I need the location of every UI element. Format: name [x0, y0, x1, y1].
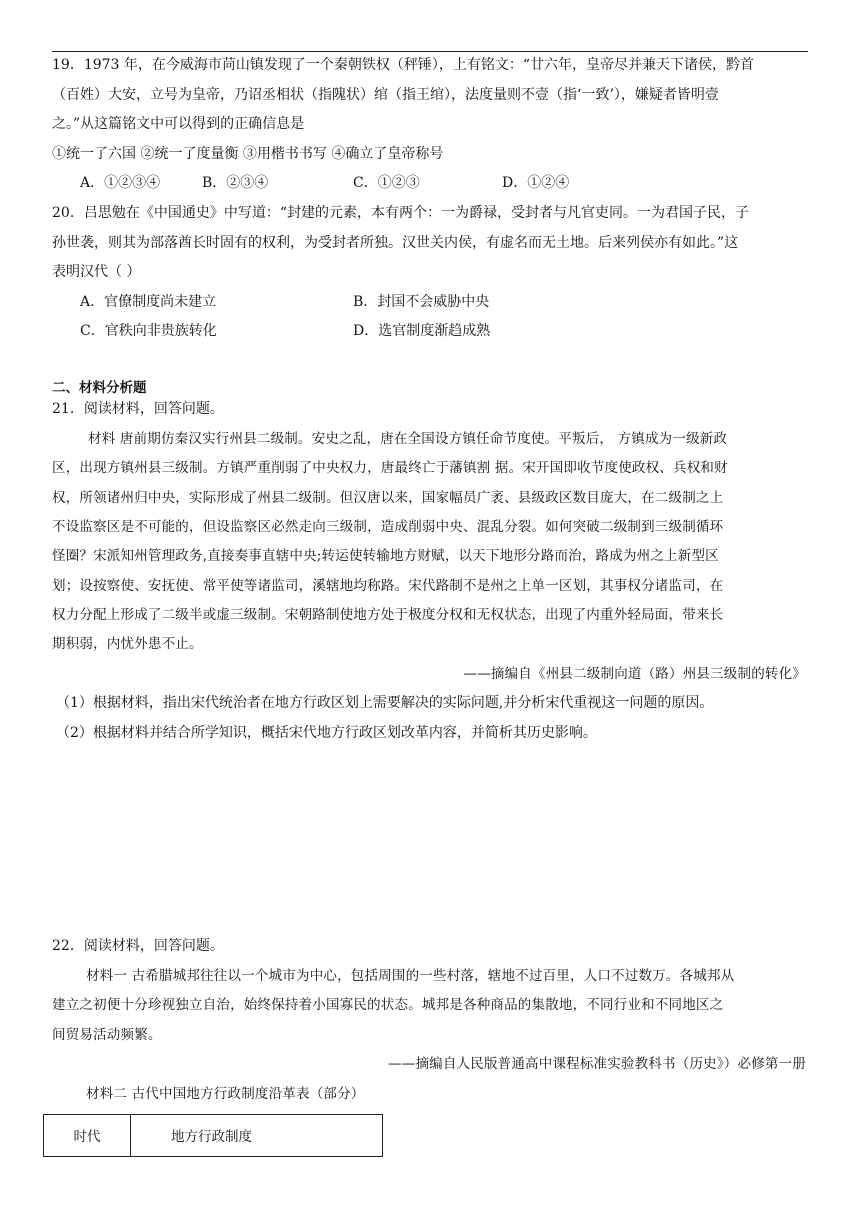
dynasty-system-table [43, 1114, 383, 1157]
table-row [44, 1115, 383, 1157]
q21-material-line-2: 区，出现方镇州县三级制。方镇严重削弱了中央权力，唐最终亡于藩镇割 据。宋开国即收节度使政权、兵权和财 [52, 460, 728, 476]
q20-stem-line-3: 表明汉代（ ） [52, 264, 141, 280]
q20-option-a[interactable]: A．官僚制度尚未建立 [80, 294, 217, 310]
q22-material1-line-2: 建立之初便十分珍视独立自治，始终保持着小国寡民的状态。城邦是各种商品的集散地，不同行业和不同地区之 [52, 997, 724, 1013]
q19-stem-line-2: （百姓）大安，立号为皇帝，乃诏丞相状（指隗状）绾（指王绾），法度量则不壹（指‘一致’），嫌疑者皆明壹 [52, 87, 719, 103]
q21-stem: 21．阅读材料，回答问题。 [52, 401, 224, 417]
q20-option-b[interactable]: B．封国不会威胁中央 [353, 294, 490, 310]
top-rule [52, 51, 808, 52]
table-header-era: 时代 [44, 1115, 131, 1157]
q21-material-line-4: 不设监察区是不可能的，但设监察区必然走向三级制，造成削弱中央、混乱分裂。如何突破二级制到三级制循环 [52, 519, 724, 535]
q22-material2-title: 材料二 古代中国地方行政制度沿革表（部分） [86, 1086, 365, 1102]
q22-source1: ——摘编自人民版普通高中课程标准实验教科书（历史》）必修第一册 [388, 1056, 806, 1072]
q22-material1-line-1: 材料一 古希腊城邦往往以一个城市为中心，包括周围的一些村落，辖地不过百里，人口不过数万。各城邦从 [86, 968, 735, 984]
table-header-system: 地方行政制度 [131, 1115, 383, 1157]
q19-stem-line-3: 之。”从这篇铭文中可以得到的正确信息是 [52, 116, 305, 132]
q21-material-line-5: 怪圈？宋派知州管理政务,直接奏事直辖中央;转运使转输地方财赋，以天下地形分路而治，路成为州之上新型区 [52, 548, 719, 564]
section-heading: 二、材料分析题 [52, 380, 147, 396]
q20-stem-line-2: 孙世袭，则其为部落酋长时固有的权利，为受封者所独。汉世关内侯，有虚名而无土地。后来列侯亦有如此。”这 [52, 235, 739, 251]
q21-material-line-6: 划；设按察使、安抚使、常平使等诸监司，溪辖地均称路。宋代路制不是州之上单一区划，其事权分诸监司，在 [52, 578, 724, 594]
q20-option-d[interactable]: D．选官制度渐趋成熟 [353, 323, 491, 339]
q21-question-1: （1）根据材料，指出宋代统治者在地方行政区划上需要解决的实际问题,并分析宋代重视这一问题的原因。 [56, 695, 714, 711]
q21-material-line-7: 权力分配上形成了二级半或虚三级制。宋朝路制使地方处于极度分权和无权状态，出现了内重外轻局面，带来长 [52, 607, 724, 623]
q19-option-a[interactable]: A．①②③④ [80, 175, 161, 191]
q21-material-line-1: 材料 唐前期仿秦汉实行州县二级制。安史之乱，唐在全国设方镇任命节度使。平叛后， 方镇成为一级新政 [88, 431, 728, 447]
q19-option-c[interactable]: C．①②③ [353, 175, 420, 191]
q22-stem: 22．阅读材料，回答问题。 [52, 938, 224, 954]
q21-source: ——摘编自《州县二级制向道（路）州县三级制的转化》 [463, 666, 806, 682]
q20-option-c[interactable]: C．官秩向非贵族转化 [80, 323, 217, 339]
q19-stem-line-1: 19．1973 年，在今威海市苘山镇发现了一个秦朝铁权（秤锤），上有铭文：“廿六年，皇帝尽并兼天下诸侯，黔首 [52, 57, 755, 73]
q19-statements: ①统一了六国 ②统一了度量衡 ③用楷书书写 ④确立了皇帝称号 [52, 146, 444, 162]
q20-stem-line-1: 20．吕思勉在《中国通史》中写道：“封建的元素，本有两个：一为爵禄，受封者与凡官吏同。一为君国子民，子 [52, 205, 749, 221]
q21-material-line-3: 权，所领诸州归中央，实际形成了州县二级制。但汉唐以来，国家幅员广袤、县级政区数目庞大，在二级制之上 [52, 490, 724, 506]
q19-option-b[interactable]: B．②③④ [202, 175, 269, 191]
q19-option-d[interactable]: D．①②④ [502, 175, 570, 191]
q21-question-2: （2）根据材料并结合所学知识，概括宋代地方行政区划改革内容，并简析其历史影响。 [56, 725, 597, 741]
q21-material-line-8: 期积弱，内忧外患不止。 [52, 636, 203, 652]
q22-material1-line-3: 间贸易活动频繁。 [52, 1027, 162, 1043]
